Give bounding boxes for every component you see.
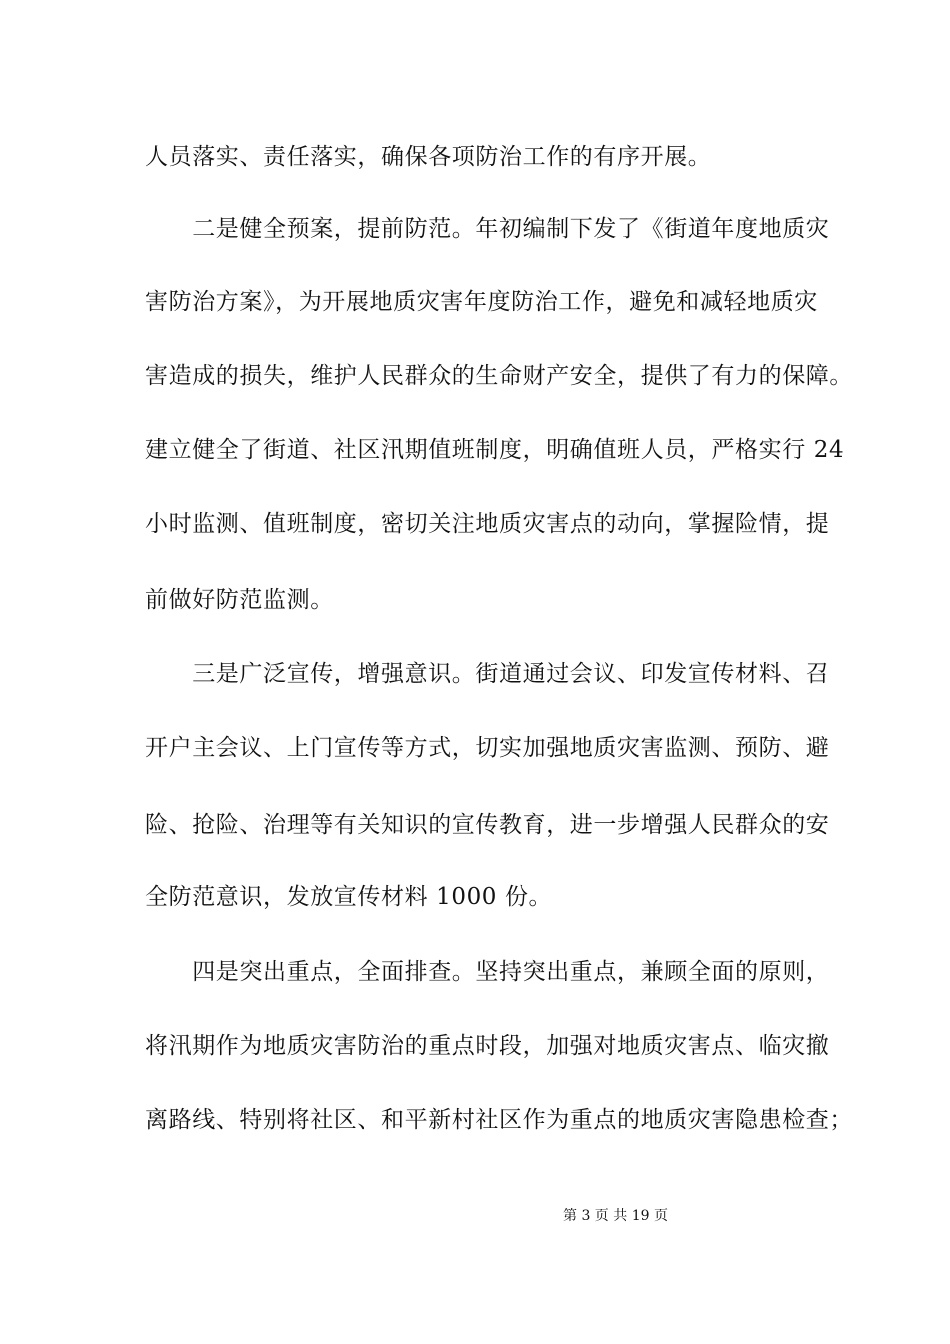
text-line-13: 将汛期作为地质灾害防治的重点时段，加强对地质灾害点、临灾撤 bbox=[145, 1033, 830, 1059]
text-line-3: 害防治方案》，为开展地质灾害年度防治工作，避免和减轻地质灾 bbox=[145, 289, 818, 315]
text-line-12: 四是突出重点，全面排查。坚持突出重点，兼顾全面的原则， bbox=[145, 959, 830, 985]
text-line-11: 全防范意识，发放宣传材料 1000 份。 bbox=[145, 884, 553, 910]
text-line-6: 小时监测、值班制度，密切关注地质灾害点的动向，掌握险情，提 bbox=[145, 511, 830, 537]
text-line-5: 建立健全了街道、社区汛期值班制度，明确值班人员，严格实行 24 bbox=[145, 437, 845, 463]
text-line-1: 人员落实、责任落实，确保各项防治工作的有序开展。 bbox=[145, 144, 712, 170]
page-number: 第 3 页 共 19 页 bbox=[563, 1208, 668, 1224]
text-line-4: 害造成的损失，维护人民群众的生命财产安全，提供了有力的保障。 bbox=[145, 363, 853, 389]
text-line-10: 险、抢险、治理等有关知识的宣传教育，进一步增强人民群众的安 bbox=[145, 812, 830, 838]
text-line-8: 三是广泛宣传，增强意识。街道通过会议、印发宣传材料、召 bbox=[145, 661, 830, 687]
text-line-7: 前做好防范监测。 bbox=[145, 587, 334, 613]
text-line-9: 开户主会议、上门宣传等方式，切实加强地质灾害监测、预防、避 bbox=[145, 735, 830, 761]
text-line-14: 离路线、特别将社区、和平新村社区作为重点的地质灾害隐患检查； bbox=[145, 1107, 853, 1133]
text-line-2: 二是健全预案，提前防范。年初编制下发了《街道年度地质灾 bbox=[145, 216, 830, 242]
